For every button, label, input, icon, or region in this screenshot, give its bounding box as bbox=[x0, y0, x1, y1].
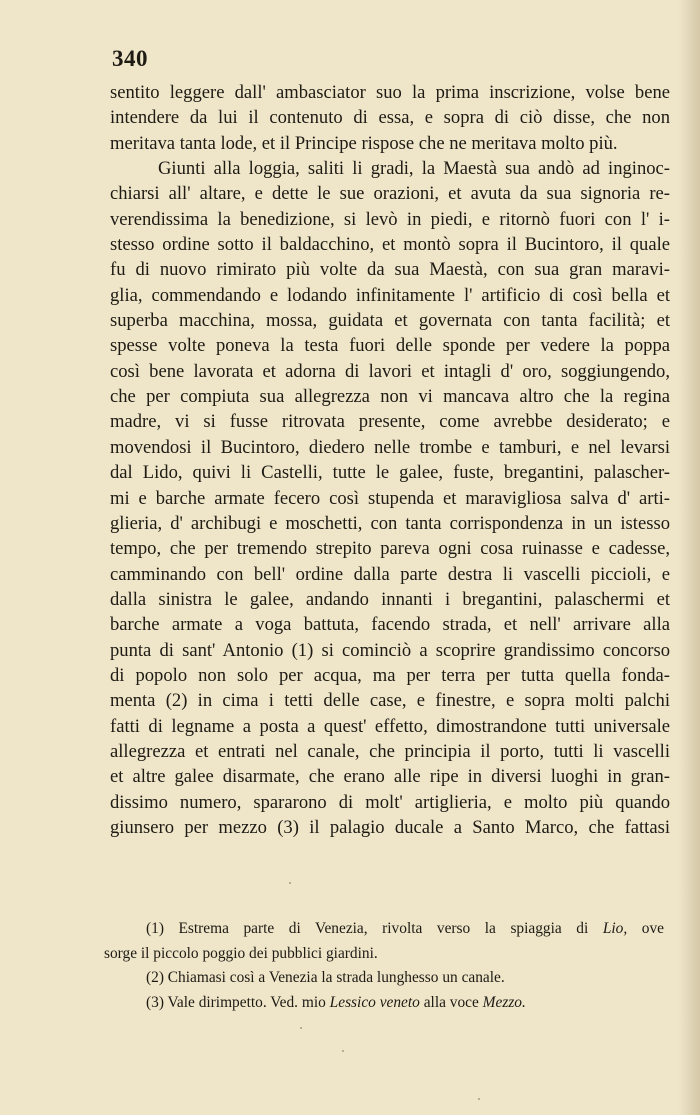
paper-speck bbox=[289, 882, 291, 884]
footnote-3-tail: alla voce bbox=[419, 993, 483, 1011]
body-line: mi e barche armate fecero così stupenda et maravigliosa salva d' arti- bbox=[110, 487, 670, 509]
body-line: spesse volte poneva la testa fuori delle sponde per vedere la poppa bbox=[110, 335, 670, 357]
paper-speck bbox=[478, 1098, 480, 1100]
body-line: punta di sant' Antonio (1) si cominciò a scoprire grandissimo concorso bbox=[110, 639, 670, 661]
body-line: superba macchina, mossa, guidata et governata con tanta facilità; et bbox=[110, 310, 670, 332]
body-line: di popolo non solo per acqua, ma per terra per tutta quella fonda- bbox=[110, 664, 670, 686]
body-line: madre, vi si fusse ritrovata presente, come avrebbe desiderato; e bbox=[110, 411, 670, 433]
body-line: che per compiuta sua allegrezza non vi mancava altro che la regina bbox=[110, 386, 670, 408]
body-line: allegrezza et entrati nel canale, che principia il porto, tutti li vascelli bbox=[110, 740, 670, 762]
body-line: Giunti alla loggia, saliti li gradi, la Maestà sua andò ad inginoc- bbox=[158, 158, 670, 180]
footnote-1-tail: ove bbox=[627, 920, 664, 937]
body-line: menta (2) in cima i tetti delle case, e finestre, e sopra molti palchi bbox=[110, 690, 670, 712]
footnote-1-continuation: sorge il piccolo poggio dei pubblici giardini. bbox=[104, 944, 378, 962]
page-number: 340 bbox=[112, 46, 148, 71]
body-line: stesso ordine sotto il baldacchino, et montò sopra il Bucintoro, il quale bbox=[110, 234, 670, 256]
footnote-3 bbox=[104, 991, 664, 1016]
body-line: così bene lavorata et adorna di lavori et intagli d' oro, soggiungendo, bbox=[110, 360, 670, 382]
body-line: dissimo numero, spararono di molt' artiglieria, e molto più quando bbox=[110, 791, 670, 813]
body-line: sentito leggere dall' ambasciator suo la prima inscrizione, volse bene bbox=[110, 82, 670, 103]
footnote-3-emphasis: Lessico veneto bbox=[329, 993, 420, 1011]
footnote-3-text: (3) Vale dirimpetto. Ved. mio bbox=[146, 993, 330, 1011]
body-line: glieria, d' archibugi e moschetti, con tanta corrispondenza in un istesso bbox=[110, 512, 670, 534]
body-line: intendere da lui il contenuto di essa, e sopra di ciò disse, che non bbox=[110, 107, 670, 129]
body-line: barche armate a voga battuta, facendo strada, et nell' arrivare alla bbox=[110, 614, 670, 636]
footnote-1 bbox=[104, 917, 664, 942]
body-line: tempo, che per tremendo strepito pareva ogni cosa ruinasse e cadesse, bbox=[110, 538, 670, 560]
footnote-3-emphasis-2: Mezzo. bbox=[482, 993, 526, 1011]
body-line: dalla sinistra le galee, andando innanti i bregantini, palaschermi et bbox=[110, 588, 670, 610]
paper-speck bbox=[300, 1027, 302, 1029]
body-line: fu di nuovo rimirato più volte da sua Maestà, con sua gran maravi- bbox=[110, 259, 670, 281]
footnote-2: (2) Chiamasi così a Venezia la strada lunghesso un canale. bbox=[146, 969, 505, 986]
paper-speck bbox=[342, 1050, 344, 1052]
footnotes bbox=[104, 917, 664, 1015]
body-text bbox=[110, 80, 670, 840]
body-line: verendissima la benedizione, si levò in piedi, e ritornò fuori con l' i- bbox=[110, 208, 670, 230]
footnote-1-text: (1) Estrema parte di Venezia, rivolta verso la spiaggia di bbox=[146, 920, 603, 937]
footnote-1-emphasis: Lio, bbox=[602, 920, 628, 937]
body-line: chiarsi all' altare, e dette le sue orazioni, et avuta da sua signoria re- bbox=[110, 183, 670, 205]
body-line: fatti di legname a posta a quest' effetto, dimostrandone tutti universale bbox=[110, 715, 670, 737]
body-line: camminando con bell' ordine dalla parte destra li vascelli piccioli, e bbox=[110, 563, 670, 585]
body-line: meritava tanta lode, et il Principe rispose che ne meritava molto più. bbox=[110, 132, 618, 154]
body-line: dal Lido, quivi li Castelli, tutte le galee, fuste, bregantini, palascher- bbox=[110, 462, 670, 484]
body-line: giunsero per mezzo (3) il palagio ducale a Santo Marco, che fattasi bbox=[110, 816, 670, 838]
body-line: movendosi il Bucintoro, diedero nelle trombe e tamburi, e nel levarsi bbox=[110, 436, 670, 458]
page-edge-shadow bbox=[678, 0, 700, 1115]
body-line: et altre galee disarmate, che erano alle ripe in diversi luoghi in gran- bbox=[110, 766, 670, 788]
body-line: glia, commendando e lodando infinitamente l' artificio di così bella et bbox=[110, 284, 670, 306]
